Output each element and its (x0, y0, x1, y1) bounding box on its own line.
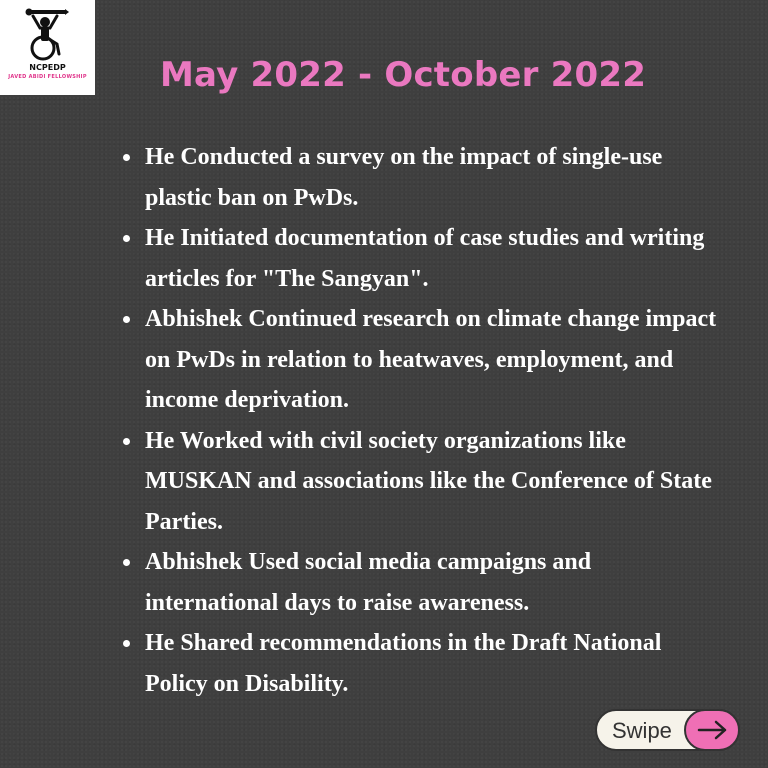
logo (0, 0, 95, 95)
list-item: Abhishek Continued research on climate change impact on PwDs in relation to heatwaves, employment, and income deprivation. (120, 299, 720, 421)
list-item: He Shared recommendations in the Draft National Policy on Disability. (120, 623, 720, 704)
list-item: He Initiated documentation of case studies and writing articles for "The Sangyan". (120, 218, 720, 299)
wheelchair-pen-logo-icon (25, 6, 69, 62)
swipe-arrow[interactable] (684, 709, 740, 751)
logo-subtitle: JAVED ABIDI FELLOWSHIP (8, 74, 87, 80)
list-item: Abhishek Used social media campaigns and international days to raise awareness. (120, 542, 720, 623)
bullet-list (120, 137, 720, 704)
page-title: May 2022 - October 2022 (160, 55, 647, 95)
swipe-label: Swipe (612, 718, 672, 743)
logo-title: NCPEDP (29, 63, 66, 72)
list-item: He Worked with civil society organizations like MUSKAN and associations like the Conference of State Parties. (120, 421, 720, 543)
arrow-right-icon (697, 720, 729, 740)
list-item: He Conducted a survey on the impact of single-use plastic ban on PwDs. (120, 137, 720, 218)
swipe-button[interactable] (595, 709, 740, 751)
